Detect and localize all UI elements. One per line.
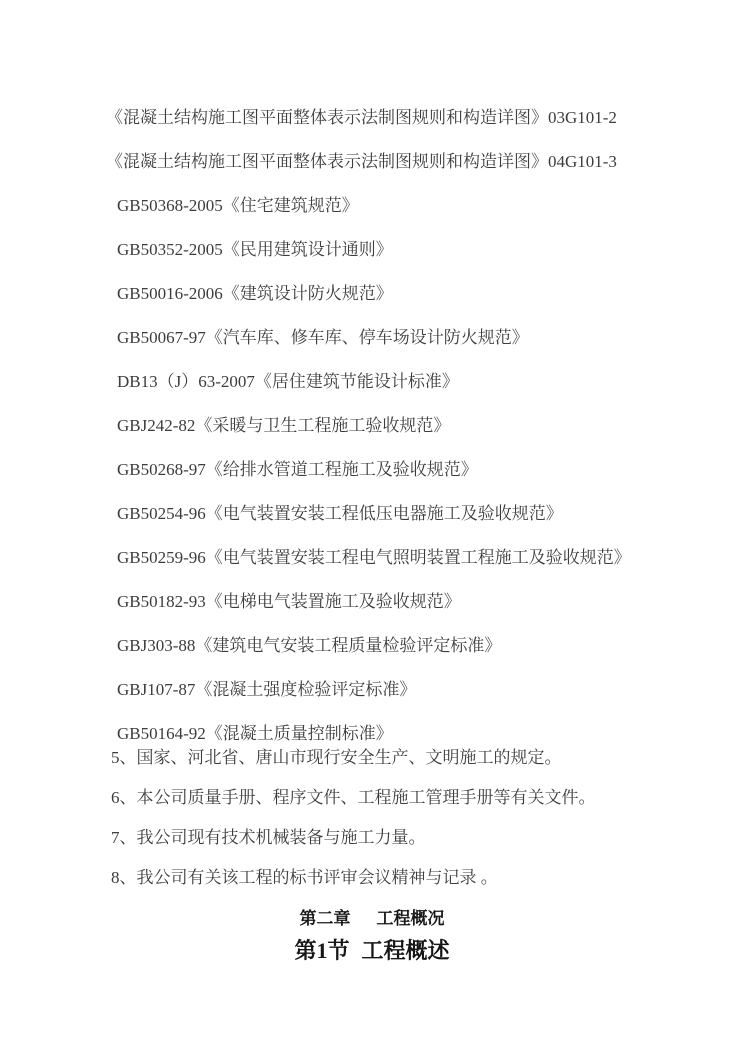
chapter-title: 工程概况 [376, 909, 445, 928]
chapter-heading [0, 908, 744, 930]
numbered-item: 5、国家、河北省、唐山市现行安全生产、文明施工的规定。 [111, 748, 562, 767]
standard-reference-line: GB50067-97《汽车库、修车库、停车场设计防火规范》 [117, 328, 529, 347]
standard-reference-line: DB13（J）63-2007《居住建筑节能设计标准》 [117, 372, 459, 391]
standard-reference-line: GB50368-2005《住宅建筑规范》 [117, 196, 359, 215]
standard-reference-line: GB50259-96《电气装置安装工程电气照明装置工程施工及验收规范》 [117, 548, 631, 567]
numbered-item-list [0, 738, 744, 898]
standard-reference-line: GBJ242-82《采暖与卫生工程施工验收规范》 [117, 416, 451, 435]
standard-reference-line: GB50164-92《混凝土质量控制标准》 [117, 724, 393, 743]
numbered-item: 6、本公司质量手册、程序文件、工程施工管理手册等有关文件。 [111, 788, 596, 807]
standard-reference-line: GB50016-2006《建筑设计防火规范》 [117, 284, 393, 303]
section-title: 工程概述 [361, 938, 450, 963]
standard-reference-line: 《混凝土结构施工图平面整体表示法制图规则和构造详图》04G101-3 [106, 152, 617, 171]
standard-reference-line: 《混凝土结构施工图平面整体表示法制图规则和构造详图》03G101-2 [106, 108, 617, 127]
standard-reference-line: GBJ303-88《建筑电气安装工程质量检验评定标准》 [117, 636, 502, 655]
numbered-item: 7、我公司现有技术机械装备与施工力量。 [111, 828, 426, 847]
standard-reference-line: GB50352-2005《民用建筑设计通则》 [117, 240, 393, 259]
chapter-number: 第二章 [299, 909, 351, 928]
standard-reference-line: GB50254-96《电气装置安装工程低压电器施工及验收规范》 [117, 504, 563, 523]
standard-reference-line: GB50268-97《给排水管道工程施工及验收规范》 [117, 460, 478, 479]
numbered-item: 8、我公司有关该工程的标书评审会议精神与记录 。 [111, 868, 498, 887]
standard-reference-line: GB50182-93《电梯电气装置施工及验收规范》 [117, 592, 461, 611]
section-number: 第1节 [294, 938, 350, 963]
section-heading [0, 936, 744, 966]
standard-reference-line: GBJ107-87《混凝土强度检验评定标准》 [117, 680, 417, 699]
